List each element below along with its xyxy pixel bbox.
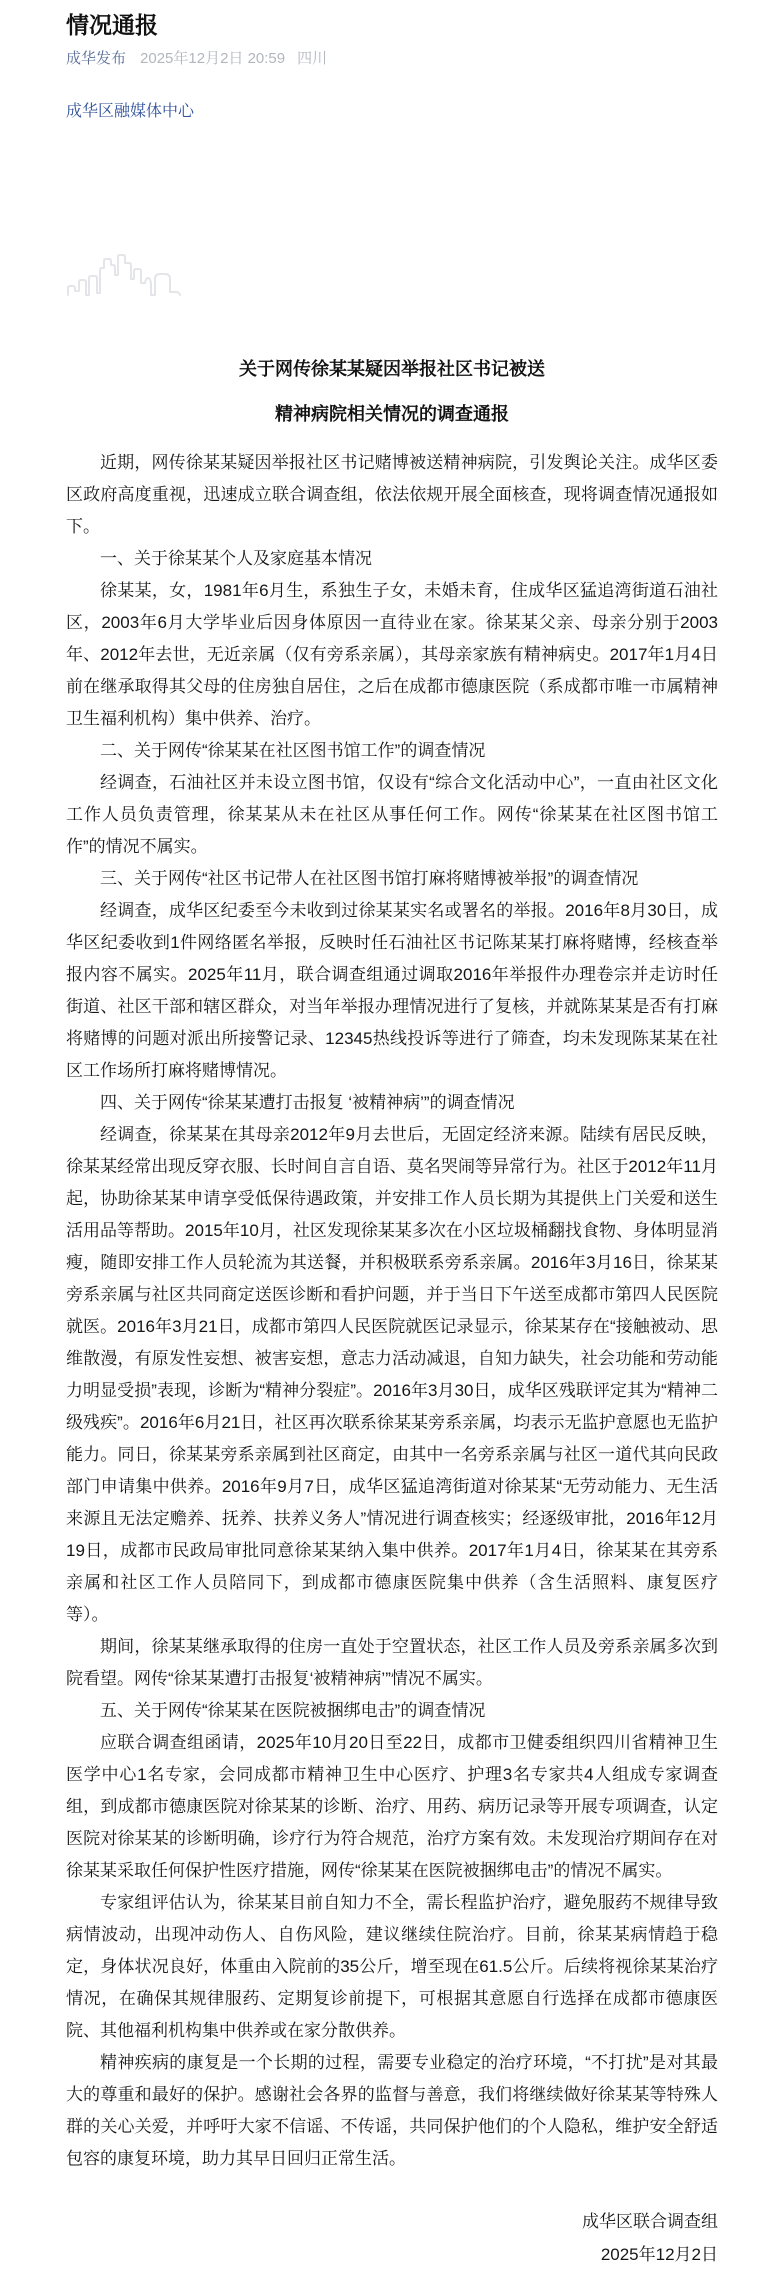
source-account-link[interactable]: 成华区融媒体中心 bbox=[66, 103, 195, 120]
paragraph: 精神疾病的康复是一个长期的过程，需要专业稳定的治疗环境，“不打扰”是对其最大的尊重和最好的保护。感谢社会各界的监督与善意，我们将继续做好徐某某等特殊人群的关心关爱，并呼吁大家不信谣、不传谣，共同保护他们的个人隐私，维护安全舒适包容的康复环境，助力其早日回归正常生活。 bbox=[66, 2053, 718, 2168]
signature-date: 2025年12月2日 bbox=[600, 2245, 718, 2264]
account-link[interactable]: 成华发布 bbox=[66, 50, 127, 67]
paragraph: 经调查，成华区纪委至今未收到过徐某某实名或署名的举报。2016年8月30日，成华区纪委收到1件网络匿名举报，反映时任石油社区书记陈某某打麻将赌博，经核查举报内容不属实。2025年11月，联合调查组通过调取2016年举报件办理卷宗并走访时任街道、社区干部和辖区群众，对当年举报办理情况进行了复核，并就陈某某是否有打麻将赌博的问题对派出所接警记录、12345热线投诉等进行了筛查，均未发现陈某某在社区工作场所打麻将赌博情况。 bbox=[66, 901, 718, 1080]
city-skyline-sketch-icon bbox=[66, 249, 186, 297]
publish-timestamp: 2025年12月2日 20:59 bbox=[140, 50, 286, 67]
paragraph: 期间，徐某某继承取得的住房一直处于空置状态，社区工作人员及旁系亲属多次到院看望。网传“徐某某遭打击报复‘被精神病’”情况不属实。 bbox=[66, 1637, 718, 1688]
section-heading: 一、关于徐某某个人及家庭基本情况 bbox=[100, 549, 372, 568]
signature-block bbox=[66, 2205, 718, 2271]
paragraph: 经调查，石油社区并未设立图书馆，仅设有“综合文化活动中心”，一直由社区文化工作人员负责管理，徐某某从未在社区从事任何工作。网传“徐某某在社区图书馆工作”的情况不属实。 bbox=[66, 773, 718, 856]
article-body bbox=[66, 447, 718, 2175]
notice-title-line1: 关于网传徐某某疑因举报社区书记被送 bbox=[239, 359, 545, 379]
page-title: 情况通报 bbox=[66, 12, 158, 38]
paragraph: 经调查，徐某某在其母亲2012年9月去世后，无固定经济来源。陆续有居民反映，徐某某经常出现反穿衣服、长时间自言自语、莫名哭闹等异常行为。社区于2012年11月起，协助徐某某申请享受低保待遇政策，并安排工作人员长期为其提供上门关爱和送生活用品等帮助。2015年10月，社区发现徐某某多次在小区垃圾桶翻找食物、身体明显消瘦，随即安排工作人员轮流为其送餐，并积极联系旁系亲属。2016年3月16日，徐某某旁系亲属与社区共同商定送医诊断和看护问题，并于当日下午送至成都市第四人民医院就医。2016年3月21日，成都市第四人民医院就医记录显示，徐某某存在“接触被动、思维散漫，有原发性妄想、被害妄想，意志力活动减退，自知力缺失，社会功能和劳动能力明显受损”表现，诊断为“精神分裂症”。2016年3月30日，成华区残联评定其为“精神二级残疾”。2016年6月21日，社区再次联系徐某某旁系亲属，均表示无监护意愿也无监护能力。同日，徐某某旁系亲属到社区商定，由其中一名旁系亲属与社区一道代其向民政部门申请集中供养。2016年9月7日，成华区猛追湾街道对徐某某“无劳动能力、无生活来源且无法定赡养、抚养、扶养义务人”情况进行调查核实；经逐级审批，2016年12月19日，成都市民政局审批同意徐某某纳入集中供养。2017年1月4日，徐某某在其旁系亲属和社区工作人员陪同下，到成都市德康医院集中供养（含生活照料、康复医疗等）。 bbox=[66, 1125, 718, 1624]
paragraph: 应联合调查组函请，2025年10月20日至22日，成都市卫健委组织四川省精神卫生医学中心1名专家，会同成都市精神卫生中心医疗、护理3名专家共4人组成专家调查组，到成都市德康医院对徐某某的诊断、治疗、用药、病历记录等开展专项调查，认定医院对徐某某的诊断明确，诊疗行为符合规范，治疗方案有效。未发现治疗期间存在对徐某某采取任何保护性医疗措施，网传“徐某某在医院被捆绑电击”的情况不属实。 bbox=[66, 1733, 718, 1880]
paragraph: 专家组评估认为，徐某某目前自知力不全，需长程监护治疗，避免服药不规律导致病情波动，出现冲动伤人、自伤风险，建议继续住院治疗。目前，徐某某病情趋于稳定，身体状况良好，体重由入院前的35公斤，增至现在61.5公斤。后续将视徐某某治疗情况，在确保其规律服药、定期复诊前提下，可根据其意愿自行选择在成都市德康医院、其他福利机构集中供养或在家分散供养。 bbox=[66, 1893, 718, 2040]
publish-location: 四川 bbox=[297, 50, 328, 67]
hero-image-area bbox=[0, 123, 777, 347]
byline bbox=[66, 49, 718, 69]
section-heading: 四、关于网传“徐某某遭打击报复 ‘被精神病’”的调查情况 bbox=[100, 1093, 515, 1112]
paragraph: 近期，网传徐某某疑因举报社区书记赌博被送精神病院，引发舆论关注。成华区委区政府高度重视，迅速成立联合调查组，依法依规开展全面核查，现将调查情况通报如下。 bbox=[66, 453, 718, 536]
section-heading: 二、关于网传“徐某某在社区图书馆工作”的调查情况 bbox=[100, 741, 486, 760]
paragraph: 徐某某，女，1981年6月生，系独生子女，未婚未育，住成华区猛追湾街道石油社区，2003年6月大学毕业后因身体原因一直待业在家。徐某某父亲、母亲分别于2003年、2012年去世，无近亲属（仅有旁系亲属），其母亲家族有精神病史。2017年1月4日前在继承取得其父母的住房独自居住，之后在成都市德康医院（系成都市唯一市属精神卫生福利机构）集中供养、治疗。 bbox=[66, 581, 718, 728]
section-heading: 三、关于网传“社区书记带人在社区图书馆打麻将赌博被举报”的调查情况 bbox=[100, 869, 639, 888]
section-heading: 五、关于网传“徐某某在医院被捆绑电击”的调查情况 bbox=[100, 1701, 486, 1720]
notice-title-line2: 精神病院相关情况的调查通报 bbox=[275, 404, 509, 424]
article-header bbox=[0, 0, 777, 123]
signature-org: 成华区联合调查组 bbox=[582, 2212, 718, 2231]
notice-title bbox=[66, 347, 718, 437]
